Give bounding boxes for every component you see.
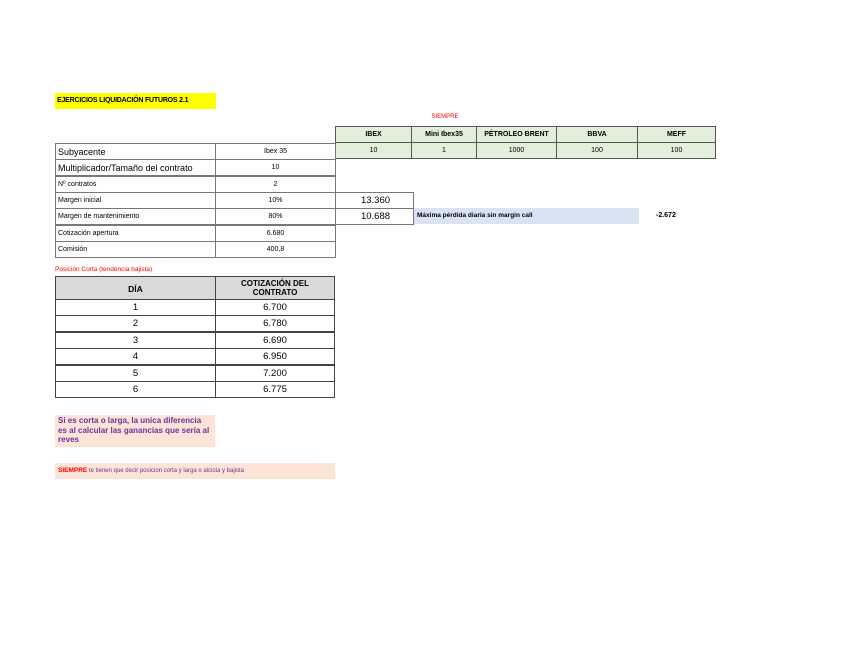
day-header: DÍA	[55, 276, 216, 300]
price-cell[interactable]: 6.780	[215, 315, 335, 332]
day-cell: 3	[55, 332, 216, 349]
value-bbva[interactable]: 100	[556, 142, 638, 159]
day-cell: 1	[55, 299, 216, 316]
param-value-subyacente[interactable]: Ibex 35	[215, 143, 336, 160]
max-loss-value[interactable]: -2.672	[656, 212, 676, 219]
note-siempre-text: te tienen que decir posicion corta y larga o alcista y bajista	[88, 468, 245, 474]
param-label-cotizacion-apertura: Cotización apertura	[55, 225, 216, 242]
note-siempre	[55, 463, 335, 479]
param-value-contratos[interactable]: 2	[215, 176, 336, 193]
margen-mantenimiento-amount[interactable]: 10.688	[335, 208, 414, 225]
price-cell[interactable]: 6.775	[215, 381, 335, 398]
siempre-label: SIEMPRE	[431, 114, 459, 120]
param-label-subyacente: Subyacente	[55, 143, 216, 160]
col-header-ibex: IBEX	[335, 126, 412, 143]
param-label-margen-mantenimiento: Margen de mantenimiento	[55, 208, 216, 225]
col-header-meff: MEFF	[637, 126, 716, 143]
note-siempre-prefix: SIEMPRE	[58, 467, 88, 474]
col-header-mini-ibex: Mini Ibex35	[411, 126, 477, 143]
param-value-margen-inicial[interactable]: 10%	[215, 192, 336, 209]
day-cell: 6	[55, 381, 216, 398]
param-label-margen-inicial: Margen inicial	[55, 192, 216, 209]
param-value-margen-mantenimiento[interactable]: 80%	[215, 208, 336, 225]
value-mini-ibex[interactable]: 1	[411, 142, 477, 159]
value-brent[interactable]: 1000	[476, 142, 557, 159]
param-value-comision[interactable]: 400,8	[215, 241, 336, 258]
day-cell: 2	[55, 315, 216, 332]
price-header: COTIZACIÓN DEL CONTRATO	[215, 276, 335, 300]
margen-inicial-amount[interactable]: 13.360	[335, 192, 414, 209]
col-header-bbva: BBVA	[556, 126, 638, 143]
value-ibex[interactable]: 10	[335, 142, 412, 159]
value-meff[interactable]: 100	[637, 142, 716, 159]
price-cell[interactable]: 6.950	[215, 348, 335, 365]
position-label: Posición Corta (tendencia bajista)	[55, 266, 153, 273]
max-loss-label: Máxima pérdida diaria sin margin call	[414, 208, 639, 224]
param-value-multiplicador[interactable]: 10	[215, 159, 336, 176]
param-label-multiplicador: Multiplicador/Tamaño del contrato	[55, 159, 216, 176]
col-header-brent: PÉTROLEO BRENT	[476, 126, 557, 143]
day-cell: 4	[55, 348, 216, 365]
price-cell[interactable]: 6.700	[215, 299, 335, 316]
param-value-cotizacion-apertura[interactable]: 6.680	[215, 225, 336, 242]
price-cell[interactable]: 6.690	[215, 332, 335, 349]
param-label-contratos: Nº contratos	[55, 176, 216, 193]
price-cell[interactable]: 7.200	[215, 365, 335, 382]
note-short-long: Si es corta o larga, la unica diferencia es al calcular las ganancias que sería al reves	[55, 415, 215, 447]
day-cell: 5	[55, 365, 216, 382]
param-label-comision: Comisión	[55, 241, 216, 258]
sheet-title: EJERCICIOS LIQUIDACIÓN FUTUROS 2.1	[55, 93, 216, 109]
